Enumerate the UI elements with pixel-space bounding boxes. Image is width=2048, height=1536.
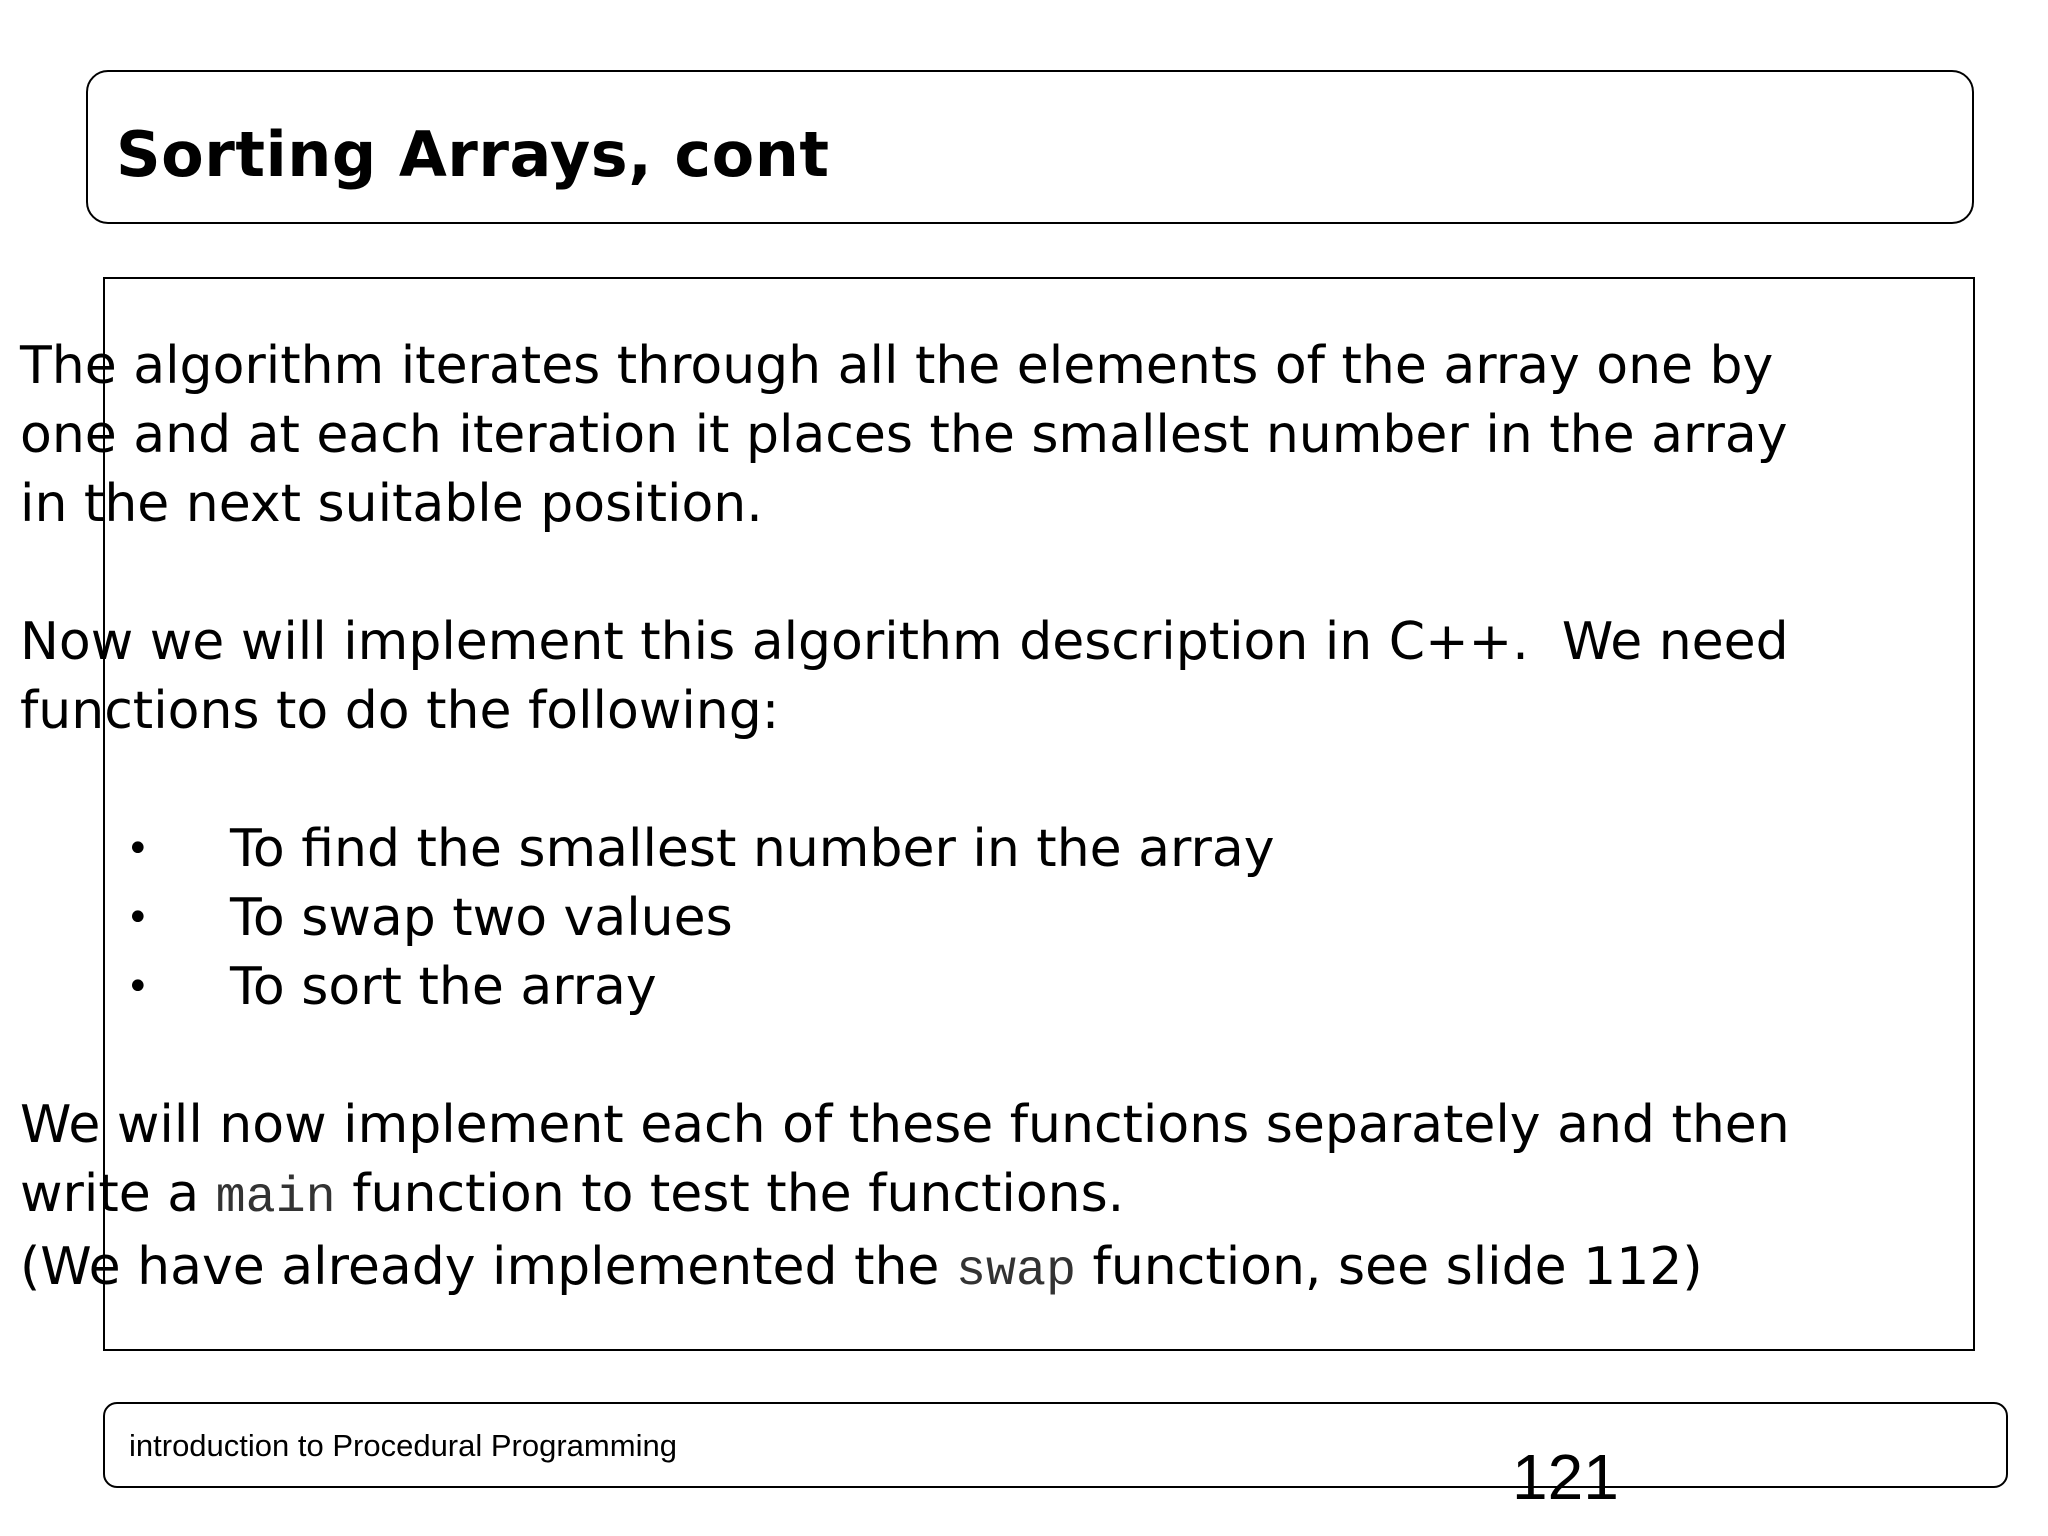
list-item — [20, 884, 1900, 953]
paragraph-line: The algorithm iterates through all the elements of the array one by — [20, 336, 1774, 396]
paragraph-line: Now we will implement this algorithm description in C++. We need — [20, 612, 1789, 672]
paragraph-gap — [20, 539, 1900, 608]
paragraph-gap — [20, 1022, 1900, 1091]
footer-bar — [103, 1402, 2008, 1488]
slide-body — [20, 332, 1900, 1306]
paragraph-line: We will now implement each of these functions separately and then — [20, 1095, 1790, 1155]
list-item-text: To find the smallest number in the array — [230, 819, 1275, 879]
bullet-icon: • — [126, 964, 150, 1010]
bullet-icon: • — [126, 826, 150, 872]
list-item-text: To sort the array — [230, 957, 657, 1017]
paragraph-gap — [20, 746, 1900, 815]
paragraph-line-part: function, see slide 112) — [1075, 1237, 1703, 1297]
page-number: 121 — [1512, 1441, 1619, 1513]
paragraph-line: one and at each iteration it places the smallest number in the array — [20, 405, 1788, 465]
paragraph-line-part: write a — [20, 1164, 216, 1224]
function-list — [20, 815, 1900, 1022]
paragraph-line-part: function to test the functions. — [335, 1164, 1125, 1224]
slide-title: Sorting Arrays, cont — [116, 118, 830, 191]
paragraph-plan — [20, 1091, 1900, 1306]
code-main: main — [215, 1170, 336, 1227]
paragraph-line: in the next suitable position. — [20, 474, 763, 534]
code-swap: swap — [955, 1243, 1076, 1300]
list-item-text: To swap two values — [230, 888, 733, 948]
footer-course-name: introduction to Procedural Programming — [129, 1428, 677, 1463]
paragraph-line-part: (We have already implemented the — [20, 1237, 956, 1297]
list-item — [20, 953, 1900, 1022]
list-item — [20, 815, 1900, 884]
bullet-icon: • — [126, 895, 150, 941]
paragraph-line: functions to do the following: — [20, 681, 780, 741]
title-box — [86, 70, 1974, 224]
paragraph-intro — [20, 332, 1900, 539]
paragraph-implementation — [20, 608, 1900, 746]
